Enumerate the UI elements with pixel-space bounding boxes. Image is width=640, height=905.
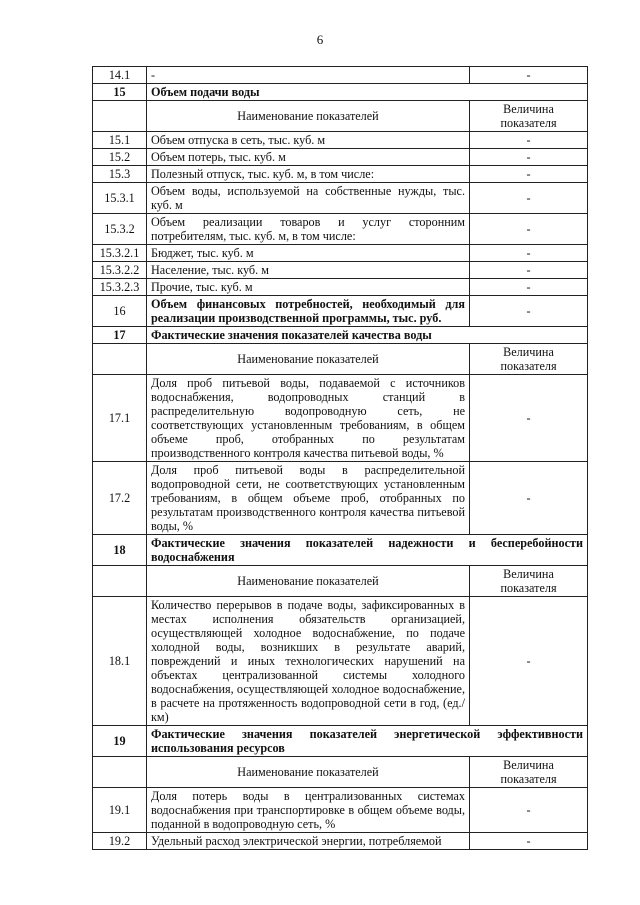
row-number: 15.1 — [93, 132, 147, 149]
row-indicator-value: - — [470, 833, 588, 850]
table-row — [93, 149, 588, 166]
header-indicator-value: Величина показателя — [470, 566, 588, 597]
row-number: 15.2 — [93, 149, 147, 166]
section-row — [93, 84, 588, 101]
table-row — [93, 462, 588, 535]
row-indicator-name: Объем отпуска в сеть, тыс. куб. м — [147, 132, 470, 149]
section-row — [93, 726, 588, 757]
row-indicator-name: Полезный отпуск, тыс. куб. м, в том числе: — [147, 166, 470, 183]
row-number: 19.2 — [93, 833, 147, 850]
row-indicator-value: - — [470, 183, 588, 214]
row-indicator-value: - — [470, 166, 588, 183]
header-empty-cell — [93, 344, 147, 375]
row-number: 16 — [93, 296, 147, 327]
row-indicator-value: - — [470, 262, 588, 279]
row-indicator-name: Объем воды, используемой на собственные нужды, тыс. куб. м — [147, 183, 470, 214]
row-indicator-value: - — [470, 149, 588, 166]
row-indicator-value: - — [470, 788, 588, 833]
row-indicator-value: - — [470, 245, 588, 262]
section-title: Объем подачи воды — [147, 84, 588, 101]
section-row — [93, 327, 588, 344]
table-row — [93, 597, 588, 726]
row-number: 17.1 — [93, 375, 147, 462]
row-indicator-name: Доля потерь воды в централизованных системах водоснабжения при транспортировке в общем объеме воды, поданной в водопроводную сеть, % — [147, 788, 470, 833]
row-indicator-value: - — [470, 375, 588, 462]
section-number: 15 — [93, 84, 147, 101]
table-row — [93, 214, 588, 245]
row-indicator-name: Доля проб питьевой воды, подаваемой с источников водоснабжения, водопроводных станций в распределительную водопроводную сеть, не соответствующих установленным требованиям, в общем объеме проб, отобранных по результатам производственного контроля качества питьевой воды, % — [147, 375, 470, 462]
row-number: 15.3.2.2 — [93, 262, 147, 279]
row-number: 15.3.2 — [93, 214, 147, 245]
indicators-table-body — [93, 67, 588, 850]
section-title: Фактические значения показателей качества воды — [147, 327, 588, 344]
column-header-row — [93, 344, 588, 375]
table-row — [93, 183, 588, 214]
row-number: 19.1 — [93, 788, 147, 833]
table-row — [93, 279, 588, 296]
section-title: Фактические значения показателей надежности и бесперебойности водоснабжения — [147, 535, 588, 566]
row-indicator-value: - — [470, 279, 588, 296]
row-indicator-value: - — [470, 597, 588, 726]
row-number: 15.3.2.3 — [93, 279, 147, 296]
header-indicator-name: Наименование показателей — [147, 757, 470, 788]
header-indicator-value: Величина показателя — [470, 757, 588, 788]
row-number: 15.3.2.1 — [93, 245, 147, 262]
section-title: Фактические значения показателей энергетической эффективности использования ресурсов — [147, 726, 588, 757]
row-indicator-name: Объем потерь, тыс. куб. м — [147, 149, 470, 166]
table-row — [93, 296, 588, 327]
column-header-row — [93, 566, 588, 597]
row-indicator-name: Прочие, тыс. куб. м — [147, 279, 470, 296]
page-number: 6 — [316, 32, 324, 47]
header-indicator-value: Величина показателя — [470, 101, 588, 132]
table-row — [93, 262, 588, 279]
header-empty-cell — [93, 757, 147, 788]
section-row — [93, 535, 588, 566]
header-empty-cell — [93, 566, 147, 597]
header-empty-cell — [93, 101, 147, 132]
row-indicator-name: Объем финансовых потребностей, необходимый для реализации производственной программы, тыс. руб. — [147, 296, 470, 327]
row-indicator-name: - — [147, 67, 470, 84]
header-indicator-name: Наименование показателей — [147, 344, 470, 375]
column-header-row — [93, 101, 588, 132]
header-indicator-name: Наименование показателей — [147, 566, 470, 597]
column-header-row — [93, 757, 588, 788]
section-number: 17 — [93, 327, 147, 344]
row-indicator-value: - — [470, 132, 588, 149]
table-row — [93, 788, 588, 833]
row-indicator-name: Доля проб питьевой воды в распределительной водопроводной сети, не соответствующих установленным требованиям, в общем объеме проб, отобранных по результатам производственного контроля качества питьевой воды, % — [147, 462, 470, 535]
header-indicator-value: Величина показателя — [470, 344, 588, 375]
row-indicator-name: Количество перерывов в подаче воды, зафиксированных в местах исполнения обязательств организацией, осуществляющей холодное водоснабжение, по подаче холодной воды, возникших в результате аварий, повреждений и иных технологических нарушений на объектах централизованной системы холодного водоснабжения, осуществляющей холодное водоснабжение, в расчете на протяженность водопроводной сети в год, (ед./км) — [147, 597, 470, 726]
row-number: 15.3 — [93, 166, 147, 183]
row-number: 14.1 — [93, 67, 147, 84]
section-number: 18 — [93, 535, 147, 566]
header-indicator-name: Наименование показателей — [147, 101, 470, 132]
table-row — [93, 245, 588, 262]
section-number: 19 — [93, 726, 147, 757]
row-number: 17.2 — [93, 462, 147, 535]
row-indicator-value: - — [470, 214, 588, 245]
row-indicator-name: Население, тыс. куб. м — [147, 262, 470, 279]
table-row — [93, 166, 588, 183]
row-indicator-value: - — [470, 296, 588, 327]
indicators-table — [92, 66, 588, 850]
row-indicator-name: Бюджет, тыс. куб. м — [147, 245, 470, 262]
row-indicator-value: - — [470, 67, 588, 84]
table-row — [93, 67, 588, 84]
table-row — [93, 375, 588, 462]
row-indicator-name: Объем реализации товаров и услуг сторонним потребителям, тыс. куб. м, в том числе: — [147, 214, 470, 245]
table-row — [93, 132, 588, 149]
row-number: 18.1 — [93, 597, 147, 726]
row-indicator-name: Удельный расход электрической энергии, потребляемой — [147, 833, 470, 850]
row-number: 15.3.1 — [93, 183, 147, 214]
table-row — [93, 833, 588, 850]
row-indicator-value: - — [470, 462, 588, 535]
